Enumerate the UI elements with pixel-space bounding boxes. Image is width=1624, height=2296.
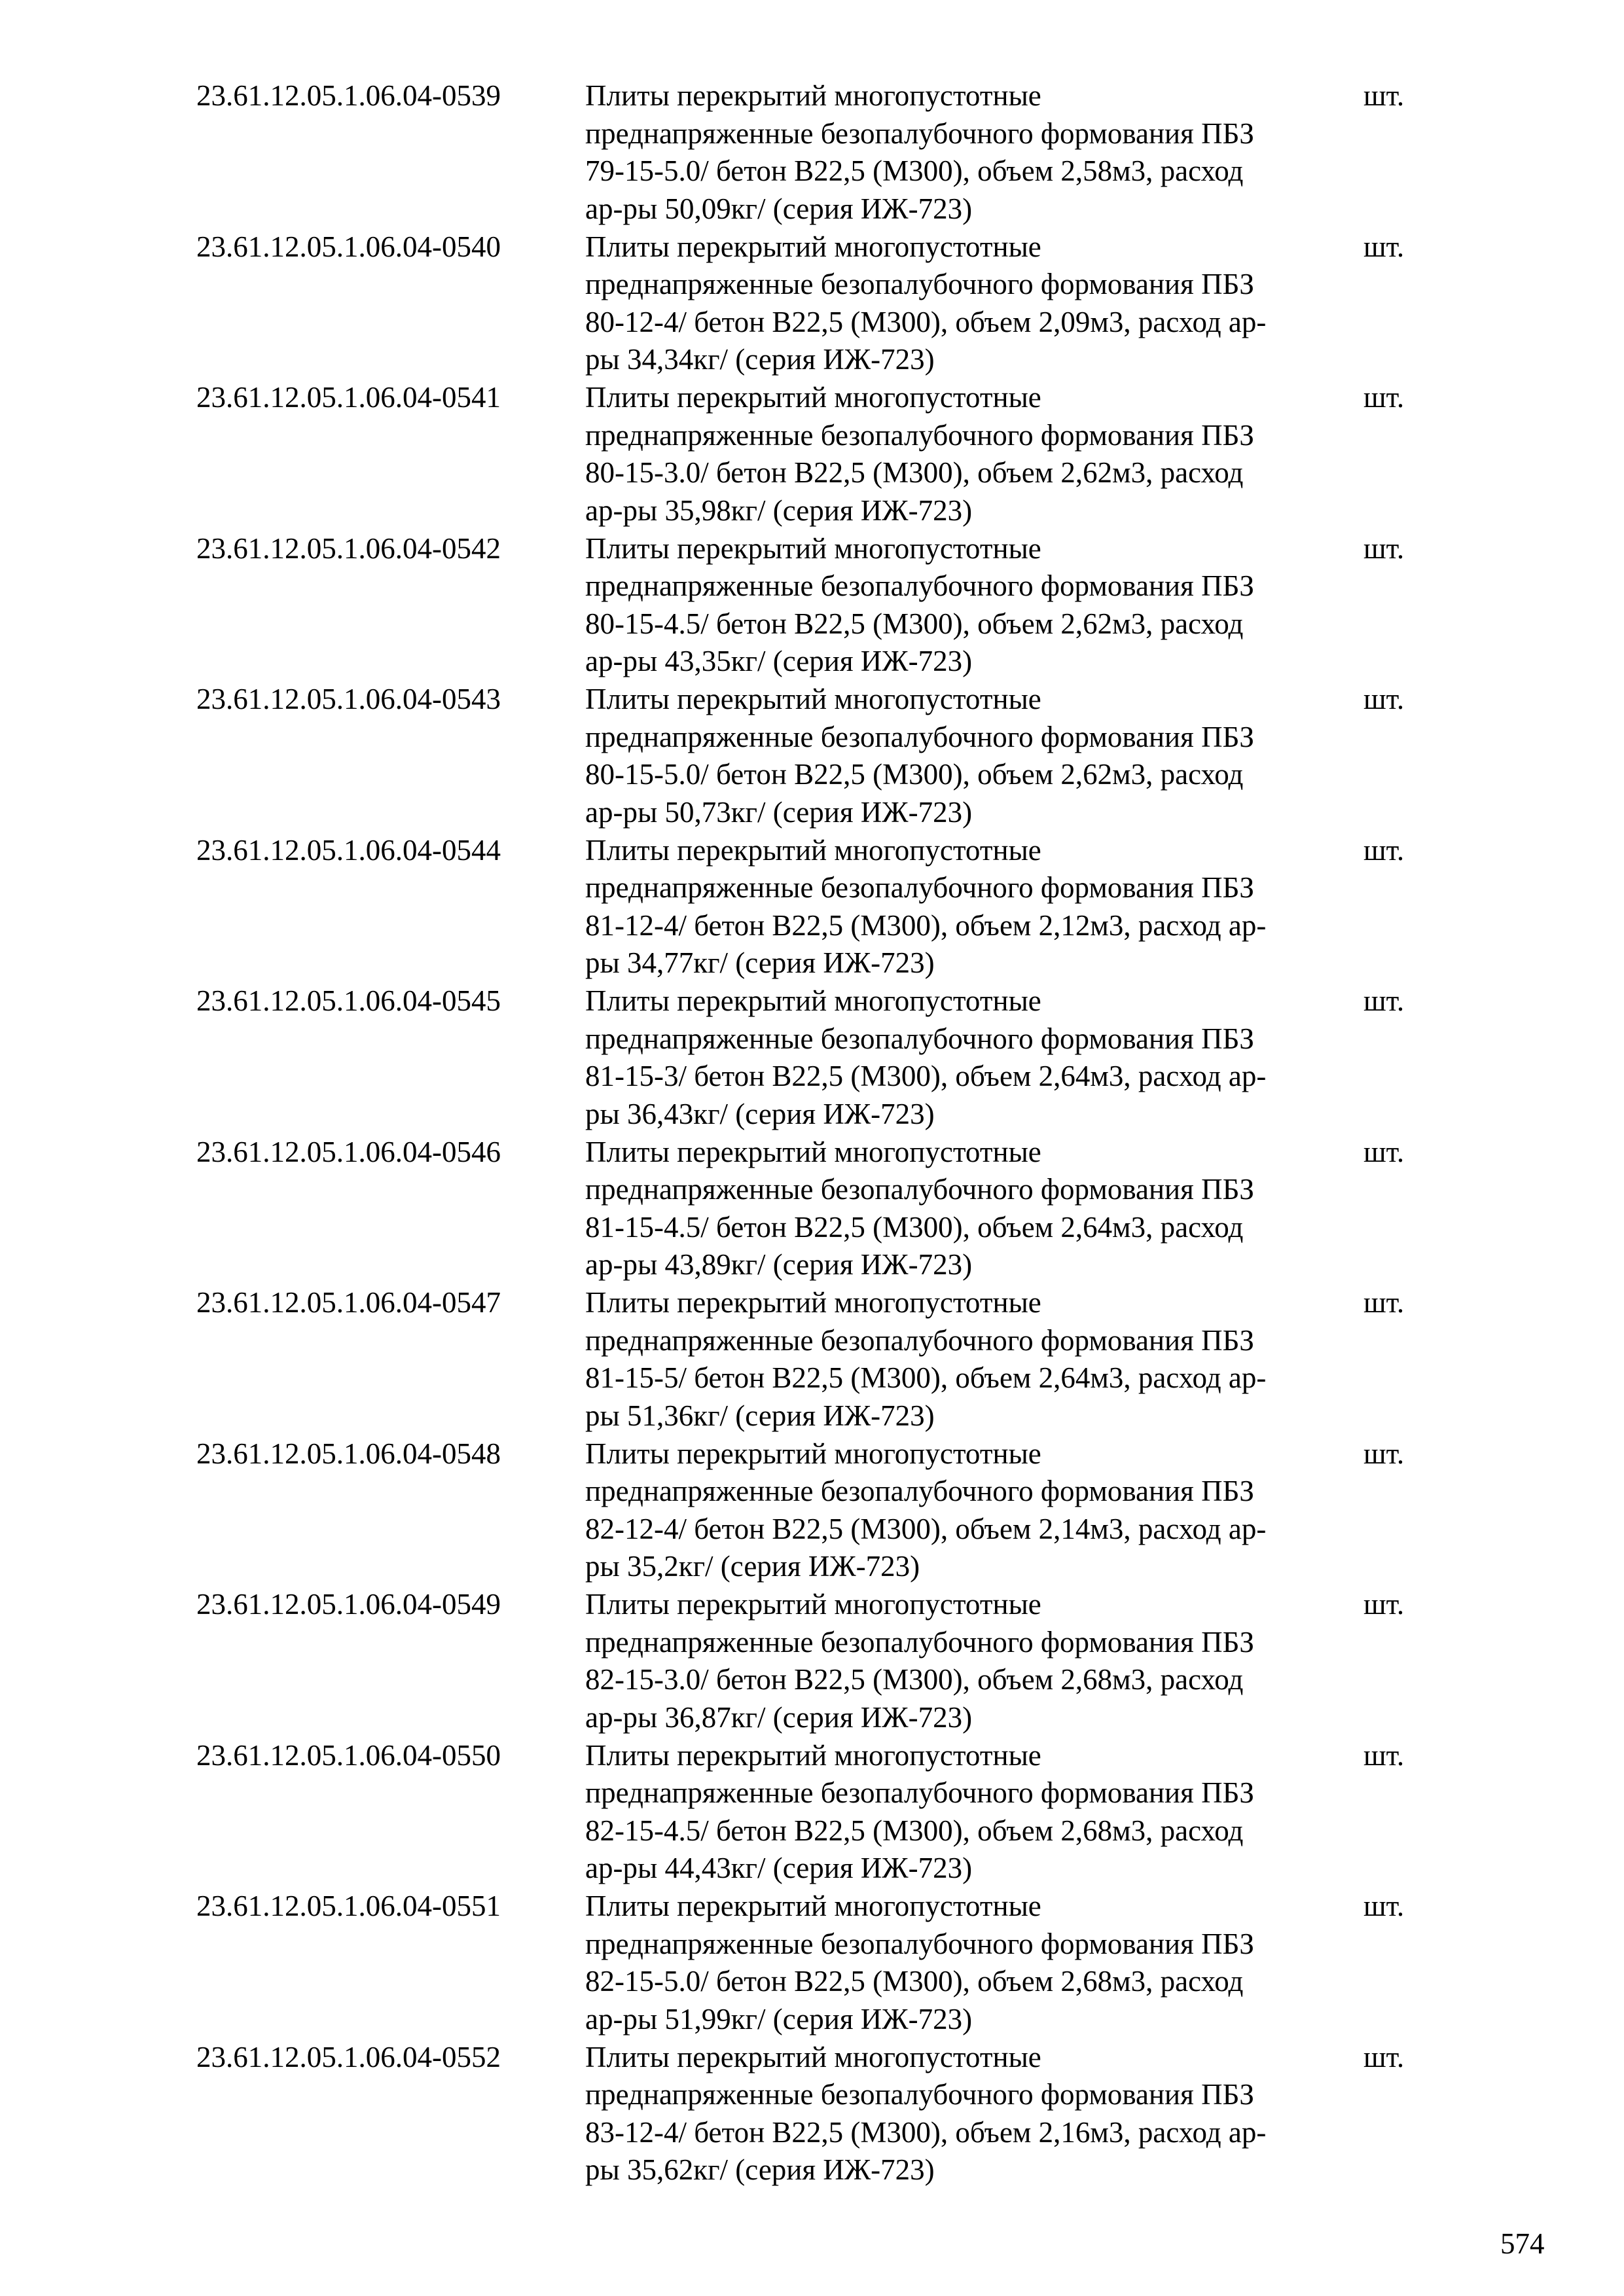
item-unit: шт. [1363,230,1405,263]
list-item [196,228,1440,380]
item-unit: шт. [1363,381,1405,414]
description-line: преднапряженные безопалубочного формования ПБЗ [585,720,1254,753]
description-line: Плиты перекрытий многопустотные [585,1588,1041,1621]
item-code: 23.61.12.05.1.06.04-0551 [196,1890,501,1922]
item-code: 23.61.12.05.1.06.04-0548 [196,1437,501,1470]
description-line: ар-ры 43,35кг/ (серия ИЖ-723) [585,645,973,677]
description-line: 81-15-5/ бетон B22,5 (M300), объем 2,64м3, расход ар- [585,1361,1267,1394]
item-description [585,2039,1371,2189]
list-item [196,530,1440,681]
item-description [585,530,1371,681]
description-line: Плиты перекрытий многопустотные [585,984,1041,1017]
item-code: 23.61.12.05.1.06.04-0539 [196,79,501,112]
description-line: преднапряженные безопалубочного формования ПБЗ [585,569,1254,602]
description-line: 80-15-5.0/ бетон B22,5 (M300), объем 2,62м3, расход [585,758,1244,791]
description-line: ры 34,77кг/ (серия ИЖ-723) [585,946,935,979]
description-line: преднапряженные безопалубочного формования ПБЗ [585,1927,1254,1960]
description-line: 83-12-4/ бетон B22,5 (M300), объем 2,16м3, расход ар- [585,2115,1267,2149]
description-line: Плиты перекрытий многопустотные [585,1890,1041,1922]
description-line: 82-15-5.0/ бетон B22,5 (M300), объем 2,68м3, расход [585,1965,1244,1998]
list-item [196,982,1440,1134]
item-code: 23.61.12.05.1.06.04-0546 [196,1135,501,1168]
description-line: преднапряженные безопалубочного формования ПБЗ [585,1475,1254,1507]
item-description [585,1888,1371,2038]
list-item [196,1888,1440,2039]
description-line: 80-12-4/ бетон B22,5 (M300), объем 2,09м3, расход ар- [585,305,1267,338]
description-line: Плиты перекрытий многопустотные [585,2040,1041,2073]
list-item [196,832,1440,983]
description-line: преднапряженные безопалубочного формования ПБЗ [585,871,1254,904]
item-code: 23.61.12.05.1.06.04-0542 [196,531,501,565]
item-code: 23.61.12.05.1.06.04-0540 [196,230,501,263]
item-description [585,982,1371,1133]
item-code: 23.61.12.05.1.06.04-0543 [196,683,501,715]
description-line: ар-ры 50,73кг/ (серия ИЖ-723) [585,795,973,829]
description-line: 81-15-4.5/ бетон B22,5 (M300), объем 2,64м3, расход [585,1210,1244,1244]
item-unit: шт. [1363,2040,1405,2073]
list-item [196,1737,1440,1888]
description-line: ры 51,36кг/ (серия ИЖ-723) [585,1399,935,1432]
item-code: 23.61.12.05.1.06.04-0550 [196,1738,501,1772]
description-line: преднапряженные безопалубочного формования ПБЗ [585,117,1254,150]
description-line: 81-12-4/ бетон B22,5 (M300), объем 2,12м3, расход ар- [585,908,1267,942]
item-description [585,1737,1371,1888]
description-line: Плиты перекрытий многопустотные [585,833,1041,867]
description-line: ар-ры 44,43кг/ (серия ИЖ-723) [585,1852,973,1884]
description-line: ар-ры 36,87кг/ (серия ИЖ-723) [585,1700,973,1734]
description-line: преднапряженные безопалубочного формования ПБЗ [585,1173,1254,1206]
item-description [585,1435,1371,1586]
description-line: ар-ры 51,99кг/ (серия ИЖ-723) [585,2002,973,2036]
description-line: Плиты перекрытий многопустотные [585,230,1041,263]
item-code: 23.61.12.05.1.06.04-0544 [196,833,501,867]
item-unit: шт. [1363,1588,1405,1621]
item-unit: шт. [1363,1738,1405,1772]
description-line: ры 36,43кг/ (серия ИЖ-723) [585,1097,935,1130]
description-line: 79-15-5.0/ бетон B22,5 (M300), объем 2,58м3, расход [585,154,1244,187]
description-line: ры 34,34кг/ (серия ИЖ-723) [585,343,935,376]
item-description [585,681,1371,831]
list-item [196,681,1440,832]
item-code: 23.61.12.05.1.06.04-0541 [196,381,501,414]
description-line: ар-ры 50,09кг/ (серия ИЖ-723) [585,192,973,225]
list-item [196,379,1440,530]
item-unit: шт. [1363,1135,1405,1168]
item-code: 23.61.12.05.1.06.04-0547 [196,1286,501,1319]
list-item [196,77,1440,228]
item-unit: шт. [1363,1890,1405,1922]
item-unit: шт. [1363,1286,1405,1319]
item-description [585,77,1371,228]
item-description [585,228,1371,379]
item-description [585,1586,1371,1736]
item-description [585,379,1371,529]
description-line: Плиты перекрытий многопустотные [585,1286,1041,1319]
item-unit: шт. [1363,683,1405,715]
description-line: преднапряженные безопалубочного формования ПБЗ [585,2078,1254,2111]
item-code: 23.61.12.05.1.06.04-0552 [196,2040,501,2073]
description-line: Плиты перекрытий многопустотные [585,1135,1041,1168]
description-line: преднапряженные безопалубочного формования ПБЗ [585,1776,1254,1809]
page-number: 574 [1500,2227,1545,2260]
description-line: Плиты перекрытий многопустотные [585,79,1041,112]
item-description [585,1134,1371,1284]
description-line: Плиты перекрытий многопустотные [585,531,1041,565]
description-line: преднапряженные безопалубочного формования ПБЗ [585,268,1254,300]
description-line: Плиты перекрытий многопустотные [585,1437,1041,1470]
item-unit: шт. [1363,531,1405,565]
item-description [585,832,1371,982]
description-line: преднапряженные безопалубочного формования ПБЗ [585,418,1254,452]
description-line: 80-15-3.0/ бетон B22,5 (M300), объем 2,62м3, расход [585,456,1244,489]
item-unit: шт. [1363,833,1405,867]
item-code: 23.61.12.05.1.06.04-0549 [196,1588,501,1621]
item-unit: шт. [1363,1437,1405,1470]
list-item [196,1586,1440,1737]
description-line: ар-ры 43,89кг/ (серия ИЖ-723) [585,1248,973,1281]
item-unit: шт. [1363,984,1405,1017]
description-line: 82-15-4.5/ бетон B22,5 (M300), объем 2,68м3, расход [585,1814,1244,1847]
item-code: 23.61.12.05.1.06.04-0545 [196,984,501,1017]
description-line: Плиты перекрытий многопустотные [585,381,1041,414]
list-item [196,1284,1440,1435]
description-line: 80-15-4.5/ бетон B22,5 (M300), объем 2,62м3, расход [585,607,1244,640]
description-line: 82-12-4/ бетон B22,5 (M300), объем 2,14м3, расход ар- [585,1512,1267,1545]
list-item [196,2039,1440,2190]
description-line: преднапряженные безопалубочного формования ПБЗ [585,1323,1254,1357]
description-line: 82-15-3.0/ бетон B22,5 (M300), объем 2,68м3, расход [585,1663,1244,1696]
item-unit: шт. [1363,79,1405,112]
list-item [196,1435,1440,1587]
description-line: ры 35,2кг/ (серия ИЖ-723) [585,1550,920,1583]
description-line: ры 35,62кг/ (серия ИЖ-723) [585,2153,935,2186]
description-line: преднапряженные безопалубочного формования ПБЗ [585,1022,1254,1055]
item-description [585,1284,1371,1435]
description-line: Плиты перекрытий многопустотные [585,683,1041,715]
price-list-entries [196,77,1440,2189]
description-line: ар-ры 35,98кг/ (серия ИЖ-723) [585,493,973,527]
list-item [196,1134,1440,1285]
description-line: Плиты перекрытий многопустотные [585,1738,1041,1772]
description-line: 81-15-3/ бетон B22,5 (M300), объем 2,64м3, расход ар- [585,1060,1267,1092]
description-line: преднапряженные безопалубочного формования ПБЗ [585,1625,1254,1659]
